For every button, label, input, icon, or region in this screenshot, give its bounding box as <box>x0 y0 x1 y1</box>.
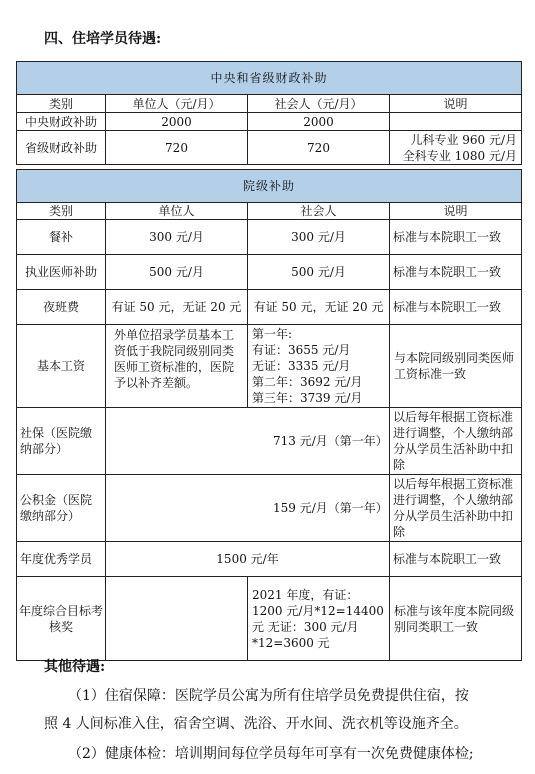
salary-line: 有证：3655 元/月 <box>252 343 351 357</box>
table-row <box>17 220 522 255</box>
column-header: 单位人 <box>106 203 248 220</box>
cell-social: 500 元/月 <box>248 255 390 290</box>
salary-line: 第一年: <box>252 327 293 341</box>
cell-category: 公积金（医院缴纳部分） <box>17 475 106 542</box>
cell-social: 2021 年度，有证：1200 元/月*12=14400 元 无证：300 元/月*12=3600 元 <box>248 577 390 661</box>
cell-unit: 有证 50 元，无证 20 元 <box>106 290 248 325</box>
cell-note: 以后每年根据工资标准进行调整，个人缴纳部分从学员生活补助中扣除 <box>390 408 522 475</box>
cell-note <box>390 113 522 131</box>
cell-note: 以后每年根据工资标准进行调整，个人缴纳部分从学员生活补助中扣除 <box>390 475 522 542</box>
other-benefits-heading: 其他待遇: <box>44 659 106 675</box>
table-row <box>17 113 522 131</box>
table-row <box>17 131 522 165</box>
cell-merged: 159 元/月（第一年） <box>106 475 390 542</box>
cell-social <box>248 325 390 408</box>
cell-category: 餐补 <box>17 220 106 255</box>
cell-category: 年度综合目标考核奖 <box>17 577 106 661</box>
cell-unit: 2000 <box>106 113 248 131</box>
table-row <box>17 325 522 408</box>
table-row <box>17 408 522 475</box>
cell-unit <box>106 577 248 661</box>
cell-category: 年度优秀学员 <box>17 542 106 577</box>
cell-category: 省级财政补助 <box>17 131 106 165</box>
cell-note: 标准与本院职工一致 <box>390 542 522 577</box>
cell-merged: 1500 元/年 <box>106 542 390 577</box>
table-row <box>17 255 522 290</box>
cell-note <box>390 131 522 165</box>
hospital-subsidy-table <box>16 169 522 661</box>
column-header: 社会人 <box>248 203 390 220</box>
paragraph-housing-cont: 照 4 人间标准入住，宿舍空调、洗浴、开水间、洗衣机等设施齐全。 <box>44 716 468 732</box>
cell-social: 2000 <box>248 113 390 131</box>
table-row <box>17 542 522 577</box>
cell-social: 720 <box>248 131 390 165</box>
financial-subsidy-table <box>16 61 522 165</box>
cell-note: 标准与该年度本院同级别同类职工一致 <box>390 577 522 661</box>
cell-unit: 300 元/月 <box>106 220 248 255</box>
salary-line: 第三年：3739 元/月 <box>252 391 363 405</box>
table-row <box>17 290 522 325</box>
salary-line: 无证：3335 元/月 <box>252 359 351 373</box>
cell-social: 300 元/月 <box>248 220 390 255</box>
cell-category: 社保（医院缴纳部分） <box>17 408 106 475</box>
column-header: 类别 <box>17 95 106 113</box>
cell-unit: 720 <box>106 131 248 165</box>
paragraph-health-check: （2）健康体检：培训期间每位学员每年可享有一次免费健康体检; <box>68 746 474 762</box>
cell-category: 夜班费 <box>17 290 106 325</box>
table-title: 院级补助 <box>17 170 522 203</box>
table-row <box>17 475 522 542</box>
paragraph-housing: （1）住宿保障：医院学员公寓为所有住培学员免费提供住宿，按 <box>68 688 469 704</box>
table-title: 中央和省级财政补助 <box>17 62 522 95</box>
column-header: 社会人（元/月） <box>248 95 390 113</box>
salary-line: 第二年：3692 元/月 <box>252 375 363 389</box>
note-line: 儿科专业 960 元/月 <box>410 132 518 147</box>
section-heading: 四、住培学员待遇: <box>44 31 162 47</box>
cell-category: 中央财政补助 <box>17 113 106 131</box>
cell-note: 标准与本院职工一致 <box>390 255 522 290</box>
cell-note: 标准与本院职工一致 <box>390 220 522 255</box>
cell-merged: 713 元/月（第一年） <box>106 408 390 475</box>
column-header: 说明 <box>390 95 522 113</box>
table-row <box>17 577 522 661</box>
column-header: 类别 <box>17 203 106 220</box>
column-header: 单位人（元/月） <box>106 95 248 113</box>
cell-note: 与本院同级别同类医师工资标准一致 <box>390 325 522 408</box>
note-line: 全科专业 1080 元/月 <box>402 148 518 163</box>
column-header: 说明 <box>390 203 522 220</box>
cell-unit: 500 元/月 <box>106 255 248 290</box>
cell-social: 有证 50 元，无证 20 元 <box>248 290 390 325</box>
cell-category: 执业医师补助 <box>17 255 106 290</box>
cell-unit: 外单位招录学员基本工资低于我院同级别同类医师工资标准的，医院予以补齐差额。 <box>106 325 248 408</box>
cell-category: 基本工资 <box>17 325 106 408</box>
cell-note: 标准与本院职工一致 <box>390 290 522 325</box>
